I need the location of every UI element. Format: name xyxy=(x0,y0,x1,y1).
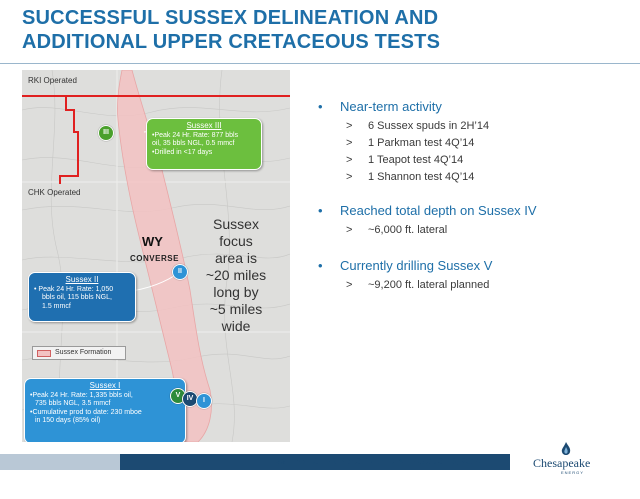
bullet-icon: • xyxy=(318,203,323,218)
sub-bullet xyxy=(318,118,628,135)
bullet-group xyxy=(318,98,628,186)
legend-label: Sussex Formation xyxy=(55,349,112,356)
map-legend xyxy=(32,346,126,360)
bullet-icon: • xyxy=(318,258,323,273)
footer-band-shade xyxy=(0,454,120,470)
sub-bullet-text: 1 Shannon test 4Q’14 xyxy=(368,171,475,183)
sub-bullet xyxy=(318,277,628,294)
well-marker-iv[interactable]: IV xyxy=(182,391,198,407)
sussex-ii-line: • Peak 24 Hr. Rate: 1,050 xyxy=(34,285,114,293)
sussex-iii-title: Sussex III xyxy=(186,121,222,130)
sussex-iii-line: oil, 35 bbls NGL, 0.5 mmcf xyxy=(152,140,235,147)
sub-bullet-text: ~9,200 ft. lateral planned xyxy=(368,279,490,291)
chevron-right-icon: > xyxy=(346,171,353,183)
well-marker-iii[interactable]: III xyxy=(98,125,114,141)
chevron-right-icon: > xyxy=(346,224,353,236)
chk-operated-label: CHK Operated xyxy=(28,188,81,197)
bullet-heading xyxy=(318,98,628,116)
bullet-heading-text: Currently drilling Sussex V xyxy=(340,258,493,273)
bullet-heading xyxy=(318,257,628,275)
rki-operated-label: RKI Operated xyxy=(28,76,77,85)
sussex-ii-callout xyxy=(28,272,136,322)
sub-bullet xyxy=(318,152,628,169)
sussex-i-callout xyxy=(24,378,186,442)
title-line-1: SUCCESSFUL SUSSEX DELINEATION AND xyxy=(22,7,439,29)
sussex-i-line: •Peak 24 Hr. Rate: 1,335 bbls oil, xyxy=(30,391,133,399)
chevron-right-icon: > xyxy=(346,279,353,291)
logo-sub-brand: ENERGY xyxy=(561,470,584,475)
well-marker-v[interactable]: V xyxy=(170,388,186,404)
state-label: WY xyxy=(142,234,163,249)
sub-bullet-text: 1 Parkman test 4Q’14 xyxy=(368,137,475,149)
sub-bullet-text: 1 Teapot test 4Q’14 xyxy=(368,154,464,166)
slide-title xyxy=(22,6,440,54)
sussex-ii-line: bbls oil, 115 bbls NGL, xyxy=(42,294,112,301)
sussex-ii-line: 1.5 mmcf xyxy=(42,302,71,310)
sussex-map xyxy=(22,70,290,442)
sub-bullet-text: ~6,000 ft. lateral xyxy=(368,224,448,236)
sussex-iii-line: •Drilled in <17 days xyxy=(152,148,213,156)
bullet-list xyxy=(318,98,628,305)
sub-bullet-text: 6 Sussex spuds in 2H’14 xyxy=(368,120,490,132)
sussex-i-line: in 150 days (85% oil) xyxy=(35,417,101,424)
sussex-iii-line: •Peak 24 Hr. Rate: 877 bbls xyxy=(152,131,239,139)
bullet-group xyxy=(318,257,628,294)
sub-bullet xyxy=(318,169,628,186)
chevron-right-icon: > xyxy=(346,154,353,166)
sussex-i-line: •Cumulative prod to date: 230 mboe xyxy=(30,408,142,416)
bullet-heading xyxy=(318,202,628,220)
bullet-heading-text: Near-term activity xyxy=(340,99,442,114)
footer-text: 33 I INVESTOR PRESENTATION – AUGUST 6, 2014 xyxy=(276,457,481,466)
bullet-group xyxy=(318,202,628,239)
sub-bullet xyxy=(318,135,628,152)
chevron-right-icon: > xyxy=(346,120,353,132)
title-line-2: ADDITIONAL UPPER CRETACEOUS TESTS xyxy=(22,31,441,53)
bullet-icon: • xyxy=(318,99,323,114)
legend-swatch xyxy=(37,350,51,357)
sussex-ii-title: Sussex II xyxy=(65,275,99,284)
sub-bullet xyxy=(318,222,628,239)
title-divider xyxy=(0,63,640,64)
logo-brand: Chesapeake xyxy=(533,456,591,470)
county-label: CONVERSE xyxy=(130,254,179,263)
chevron-right-icon: > xyxy=(346,137,353,149)
chesapeake-logo xyxy=(533,442,603,476)
well-marker-ii[interactable]: II xyxy=(172,264,188,280)
well-marker-i[interactable]: I xyxy=(196,393,212,409)
sussex-i-title: Sussex I xyxy=(89,381,121,390)
sussex-i-line: 735 bbls NGL, 3.5 mmcf xyxy=(35,400,111,407)
bullet-heading-text: Reached total depth on Sussex IV xyxy=(340,203,537,218)
sussex-iii-callout xyxy=(146,118,262,170)
focus-area-text: Sussex focus area is ~20 miles long by ~5 miles wide xyxy=(205,216,267,334)
